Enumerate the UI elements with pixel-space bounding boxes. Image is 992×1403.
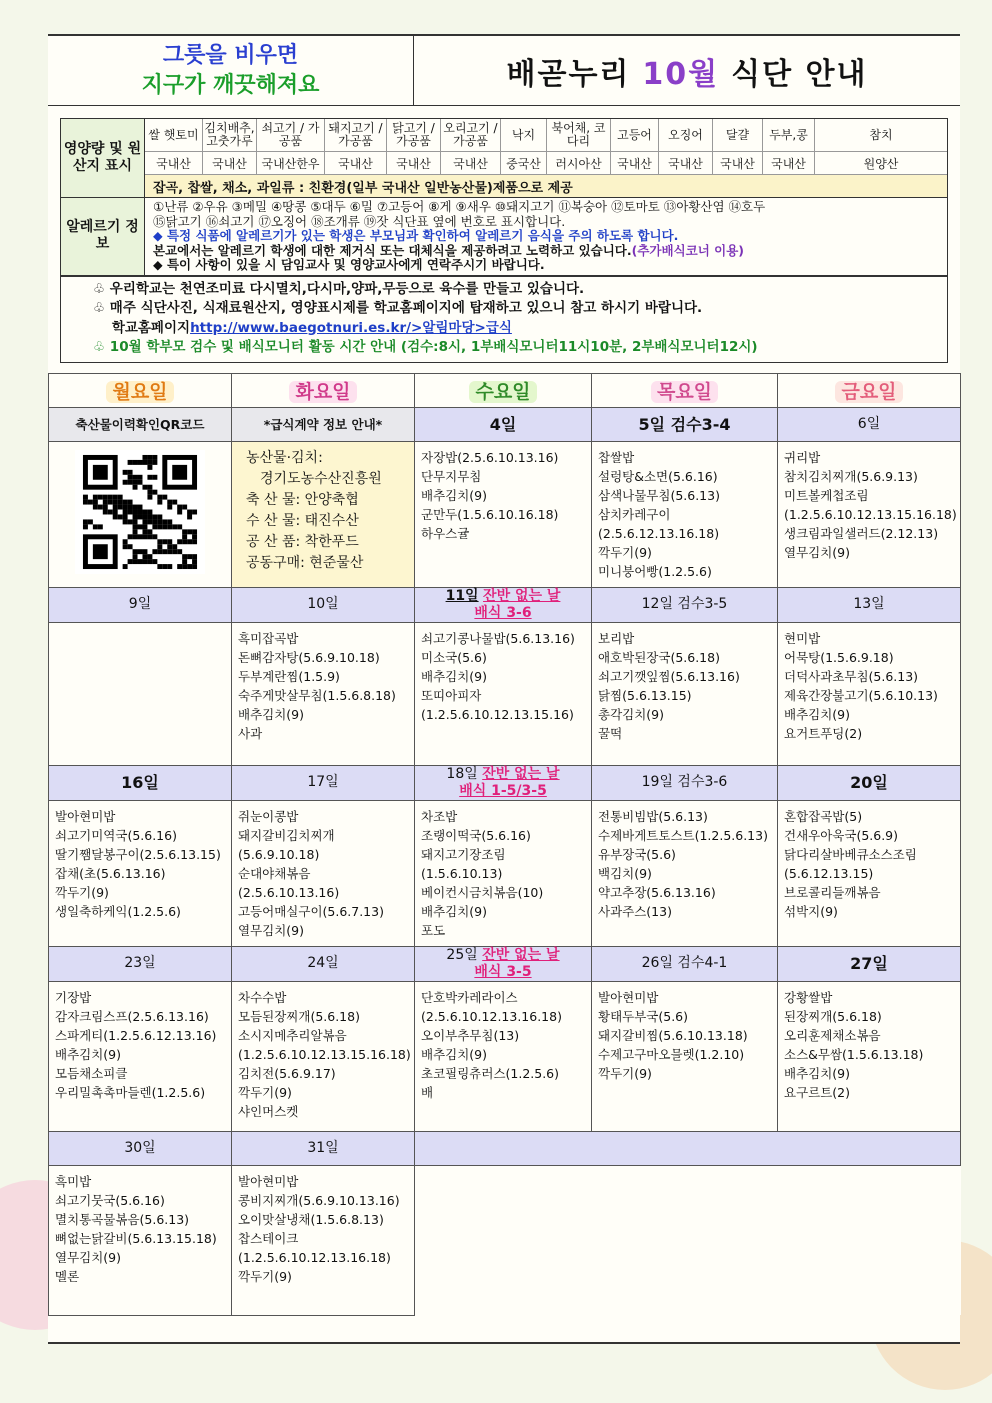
contract-info: 농산물·김치: 경기도농수산진흥원 축 산 물: 안양축협 수 산 물: 태진수산 공 산 품: 착한푸드 공동구매: 현준물산	[232, 441, 415, 587]
origin-place: 국내산	[611, 152, 658, 175]
notice-broth: ♧ 우리학교는 천연조미료 다시멸치,다시마,양파,무등으로 육수를 만들고 있습니다.	[93, 280, 585, 297]
menu-item: 열무김치(9)	[238, 922, 305, 938]
date-header: 12일 검수3-5	[592, 587, 778, 622]
homepage-link[interactable]: http://www.baegotnuri.es.kr/>알림마당>급식	[190, 319, 512, 336]
origin-column	[815, 119, 947, 175]
menu-cell	[778, 800, 961, 946]
menu-item: 제육간장불고기(5.6.10.13)	[784, 687, 938, 703]
menu-sheet	[48, 34, 960, 1344]
menu-item: 된장찌개(5.6.18)	[784, 1008, 882, 1024]
empty-header	[415, 1131, 961, 1165]
origin-row	[61, 119, 947, 198]
allergy-list-1: ①난류 ②우유 ③메밀 ④땅콩 ⑤대두 ⑥밀 ⑦고등어 ⑧게 ⑨새우 ⑩돼지고기 ⑪복숭아 ⑫토마토 ⑬아황산염 ⑭호두	[153, 199, 766, 214]
allergy-info	[145, 198, 947, 275]
menu-item: 깍두기(9)	[598, 1065, 652, 1081]
menu-item: 찹쌀밥	[598, 449, 635, 465]
menu-item: 애호박된장국(5.6.18)	[598, 649, 720, 665]
menu-item: 단무지무침	[421, 468, 482, 484]
menu-item: 깍두기(9)	[598, 544, 652, 560]
menu-item: 딸기쨈달봉구이(2.5.6.13.15)	[55, 846, 221, 862]
menu-item: 오이부추무침(13)	[421, 1027, 520, 1043]
menu-item: 어묵탕(1.5.6.9.18)	[784, 649, 894, 665]
slogan-line-2: 지구가 깨끗해져요	[141, 72, 320, 98]
origin-food: 고등어	[611, 119, 658, 152]
menu-item: 사과	[238, 725, 263, 741]
menu-item: 돼지갈비김치찌개	[238, 827, 335, 843]
title-school: 배곧누리	[506, 56, 631, 92]
origin-food: 쌀 햇토미	[145, 119, 202, 152]
menu-cell	[232, 981, 415, 1131]
menu-item: 참치김치찌개(5.6.9.13)	[784, 468, 918, 484]
menu-item: (5.6.12.13.15)	[784, 865, 874, 881]
menu-item: 멸치통곡물볶음(5.6.13)	[55, 1211, 190, 1227]
menu-item: 강황쌀밥	[784, 989, 833, 1005]
origin-place: 국내산	[387, 152, 440, 175]
menu-item: 순대야채볶음(2.5.6.10.13.16)	[238, 865, 340, 900]
menu-item: 배추김치(9)	[421, 487, 488, 503]
menu-item: 소스&무쌈(1.5.6.13.18)	[784, 1046, 924, 1062]
menu-item: 콩비지찌개(5.6.9.10.13.16)	[238, 1192, 400, 1208]
menu-item: 하우스귤	[421, 525, 470, 541]
menu-item: 귀리밥	[784, 449, 821, 465]
menu-cell	[49, 800, 232, 946]
day-monday: 월요일	[49, 373, 232, 407]
menu-item: 자장밥(2.5.6.10.13.16)	[421, 449, 559, 465]
date-header: 13일	[778, 587, 961, 622]
origin-column	[713, 119, 763, 175]
origin-column	[145, 119, 203, 175]
menu-item: 뼈없는닭갈비(5.6.13.15.18)	[55, 1230, 217, 1246]
menu-item: 배추김치(9)	[55, 1046, 122, 1062]
menu-item: 흑미밥	[55, 1173, 92, 1189]
menu-item: 돼지갈비찜(5.6.10.13.18)	[598, 1027, 748, 1043]
menu-cell	[415, 441, 592, 587]
menu-item: 닭찜(5.6.13.15)	[598, 687, 692, 703]
menu-item: 돼지고기장조림(1.5.6.10.13)	[421, 846, 506, 881]
notices	[61, 276, 947, 362]
menu-item: 멜론	[55, 1268, 80, 1284]
origin-column	[763, 119, 815, 175]
menu-item: 현미밥	[784, 630, 821, 646]
menu-item: 요거트푸딩(2)	[784, 725, 863, 741]
menu-cell	[415, 800, 592, 946]
menu-item: 쇠고기콩나물밥(5.6.13.16)	[421, 630, 575, 646]
menu-cell	[232, 800, 415, 946]
origin-note: 잡곡, 찹쌀, 채소, 과일류 : 친환경(일부 국내산 일반농산물)제품으로 제공	[145, 175, 947, 197]
origin-food: 북어채, 코다리	[547, 119, 610, 152]
menu-item: 깍두기(9)	[238, 1084, 292, 1100]
menu-item: 열무김치(9)	[784, 544, 851, 560]
menu-cell	[49, 1165, 232, 1315]
menu-item: 미트볼케첩조림	[784, 487, 869, 503]
origin-column	[659, 119, 713, 175]
menu-item: 사과주스(13)	[598, 903, 672, 919]
origin-place: 중국산	[501, 152, 546, 175]
menu-cell	[778, 441, 961, 587]
menu-item: 모듬된장찌개(5.6.18)	[238, 1008, 360, 1024]
date-header: 20일	[778, 765, 961, 800]
slogan-line-1: 그릇을 비우면	[162, 42, 299, 68]
menu-item: 배추김치(9)	[784, 706, 851, 722]
origin-column	[387, 119, 441, 175]
origin-food: 오징어	[659, 119, 712, 152]
date-header: 24일	[232, 946, 415, 981]
origin-food: 참치	[815, 119, 947, 152]
menu-cell	[49, 981, 232, 1131]
date-header: 23일	[49, 946, 232, 981]
notice-homepage: ♧ 매주 식단사진, 식재료원산지, 영양표시제를 학교홈페이지에 탑재하고 있으니 참고 하시기 바랍니다.	[93, 300, 703, 316]
menu-item: 배	[421, 1084, 434, 1100]
menu-item: 소시지메추리알볶음	[238, 1027, 347, 1043]
menu-item: 배추김치(9)	[238, 706, 305, 722]
menu-item: 포도	[421, 922, 446, 938]
empty-cell	[415, 1165, 961, 1315]
menu-item: 설렁탕&소면(5.6.16)	[598, 468, 718, 484]
date-header: 17일	[232, 765, 415, 800]
info-box	[60, 118, 948, 363]
menu-item: 배추김치(9)	[421, 903, 488, 919]
menu-item: 발아현미밥	[598, 989, 659, 1005]
menu-cell	[49, 622, 232, 765]
date-header: 27일	[778, 946, 961, 981]
date-header: 25일 잔반 없는 날 배식 3-5	[415, 946, 592, 981]
menu-item: 쇠고기미역국(5.6.16)	[55, 827, 177, 843]
notice-monitor: ♧ 10월 학부모 검수 및 배식모니터 활동 시간 안내 (검수:8시, 1부배식모니터11시10분, 2부배식모니터12시)	[93, 339, 758, 355]
menu-item: 찹스테이크	[238, 1230, 299, 1246]
menu-item: 감자크림스프(2.5.6.13.16)	[55, 1008, 209, 1024]
menu-item: 더덕사과초무침(5.6.13)	[784, 668, 919, 684]
allergy-contact: ◆ 특이 사항이 있을 시 담임교사 및 영양교사에게 연락주시기 바랍니다.	[153, 257, 545, 272]
menu-item: (1.2.5.6.10.12.13.16.18)	[238, 1249, 391, 1265]
menu-item: 돈뼈감자탕(5.6.9.10.18)	[238, 649, 380, 665]
qr-header: 축산물이력확인QR코드	[49, 407, 232, 441]
origin-place: 국내산	[325, 152, 386, 175]
origin-grid	[145, 119, 947, 175]
origin-label: 영양량 및 원산지 표시	[61, 119, 145, 197]
menu-item: 군만두(1.5.6.10.16.18)	[421, 506, 559, 522]
notice-link-line: 학교홈페이지http://www.baegotnuri.es.kr/>알림마당>급식	[111, 319, 512, 336]
origin-place: 국내산한우	[257, 152, 324, 175]
menu-cell	[592, 800, 778, 946]
menu-item: 베이컨시금치볶음(10)	[421, 884, 544, 900]
menu-item: (2.5.6.12.13.16.18)	[598, 525, 720, 541]
menu-item: 숙주게맛살무침(1.5.6.8.18)	[238, 687, 396, 703]
menu-cell	[415, 981, 592, 1131]
origin-column	[325, 119, 387, 175]
origin-food: 쇠고기 / 가공품	[257, 119, 324, 152]
menu-item: 수제고구마오믈렛(1.2.10)	[598, 1046, 745, 1062]
date-header: 5일 검수3-4	[592, 407, 778, 441]
menu-item: 백김치(9)	[598, 865, 652, 881]
origin-column	[611, 119, 659, 175]
menu-item: 발아현미밥	[55, 808, 116, 824]
day-friday: 금요일	[778, 373, 961, 407]
menu-item: 배추김치(9)	[421, 1046, 488, 1062]
menu-item: 황태두부국(5.6)	[598, 1008, 689, 1024]
menu-item: 쇠고기깻잎찜(5.6.13.16)	[598, 668, 740, 684]
menu-item: 잡채(초(5.6.13.16)	[55, 865, 166, 881]
allergy-list-2: ⑮닭고기 ⑯쇠고기 ⑰오징어 ⑱조개류 ⑲잣 식단표 옆에 번호로 표시합니다.	[153, 213, 566, 229]
menu-item: 삼치카레구이	[598, 506, 671, 522]
menu-item: (2.5.6.10.12.13.16.18)	[421, 1008, 562, 1024]
menu-item: 고등어매실구이(5.6.7.13)	[238, 903, 384, 919]
menu-item: 수제바게트토스트(1.2.5.6.13)	[598, 827, 768, 843]
title-text: 식단 안내	[731, 56, 868, 92]
menu-item: 약고추장(5.6.13.16)	[598, 884, 716, 900]
date-header: 31일	[232, 1131, 415, 1165]
menu-item: 배추김치(9)	[421, 668, 488, 684]
menu-item: 전통비빔밥(5.6.13)	[598, 808, 708, 824]
origin-food: 두부,콩	[763, 119, 814, 152]
menu-item: 차조밥	[421, 808, 458, 824]
menu-item: 총각김치(9)	[598, 706, 665, 722]
qr-cell	[49, 441, 232, 587]
menu-item: 꿀떡	[598, 725, 623, 741]
menu-cell	[592, 441, 778, 587]
menu-item: 조랭이떡국(5.6.16)	[421, 827, 531, 843]
date-header: 6일	[778, 407, 961, 441]
menu-item: 깍두기(9)	[238, 1268, 292, 1284]
menu-item: 닭다리살바베큐소스조림	[784, 846, 917, 862]
qr-code-icon[interactable]	[75, 450, 205, 574]
date-header: 30일	[49, 1131, 232, 1165]
menu-item: 쇠고기뭇국(5.6.16)	[55, 1192, 165, 1208]
menu-cell	[232, 1165, 415, 1315]
menu-item: 깍두기(9)	[55, 884, 109, 900]
menu-item: 김치전(5.6.9.17)	[238, 1065, 336, 1081]
day-thursday: 목요일	[592, 373, 778, 407]
menu-item: 요구르트(2)	[784, 1084, 851, 1100]
origin-column	[501, 119, 547, 175]
menu-item: 스파게티(1.2.5.6.12.13.16)	[55, 1027, 217, 1043]
menu-item: 생크림과일샐러드(2.12.13)	[784, 525, 939, 541]
menu-item: 단호박카레라이스	[421, 989, 518, 1005]
menu-item: 미니붕어빵(1.2.5.6)	[598, 563, 712, 579]
date-header: 26일 검수4-1	[592, 946, 778, 981]
allergy-policy: 본교에서는 알레르기 학생에 대한 제거식 또는 대체식을 제공하려고 노력하고 있습니다.(추가배식코너 이용)	[153, 242, 745, 258]
contract-header: *급식계약 정보 안내*	[232, 407, 415, 441]
menu-item: 우리밀촉촉마들렌(1.2.5.6)	[55, 1084, 206, 1100]
title-month: 10월	[642, 56, 720, 92]
origin-place: 국내산	[763, 152, 814, 175]
menu-item: 또띠아피자	[421, 687, 482, 703]
menu-item: (1.2.5.6.10.12.13.15.16.18)	[238, 1046, 411, 1062]
menu-item: 브로콜리들깨볶음	[784, 884, 881, 900]
date-header: 16일	[49, 765, 232, 800]
menu-item: 샤인머스켓	[238, 1103, 299, 1119]
menu-item: 섞박지(9)	[784, 903, 838, 919]
origin-place: 원양산	[815, 152, 947, 175]
date-header: 18일 잔반 없는 날 배식 1-5/3-5	[415, 765, 592, 800]
day-tuesday: 화요일	[232, 373, 415, 407]
page-title	[414, 36, 960, 105]
menu-cell	[778, 981, 961, 1131]
origin-place: 러시아산	[547, 152, 610, 175]
menu-item: (1.2.5.6.10.12.13.15.16)	[421, 706, 574, 722]
origin-food: 김치배추, 고춧가루	[203, 119, 256, 152]
menu-item: 열무김치(9)	[55, 1249, 122, 1265]
origin-place: 국내산	[713, 152, 762, 175]
origin-food: 달걀	[713, 119, 762, 152]
origin-column	[547, 119, 611, 175]
menu-item: 발아현미밥	[238, 1173, 299, 1189]
origin-place: 국내산	[145, 152, 202, 175]
origin-column	[441, 119, 501, 175]
origin-place: 국내산	[659, 152, 712, 175]
origin-food: 닭고기 / 가공품	[387, 119, 440, 152]
menu-item: 미소국(5.6)	[421, 649, 487, 665]
menu-cell	[232, 622, 415, 765]
menu-item: 오이맛살냉채(1.5.6.8.13)	[238, 1211, 384, 1227]
allergy-warning: ◆ 특정 식품에 알레르기가 있는 학생은 부모님과 확인하여 알레르기 음식을 주의 하도록 합니다.	[153, 228, 679, 243]
menu-cell	[778, 622, 961, 765]
menu-item: (5.6.9.10.18)	[238, 846, 320, 862]
menu-item: 초코필링츄러스(1.2.5.6)	[421, 1065, 560, 1081]
menu-item: 오리훈제채소볶음	[784, 1027, 881, 1043]
allergy-row	[61, 198, 947, 276]
menu-item: (1.2.5.6.10.12.13.15.16.18)	[784, 506, 957, 522]
menu-item: 건새우아욱국(5.6.9)	[784, 827, 899, 843]
menu-item: 두부계란찜(1.5.9)	[238, 668, 340, 684]
menu-item: 쥐눈이콩밥	[238, 808, 299, 824]
menu-item: 삼색나물무침(5.6.13)	[598, 487, 720, 503]
menu-item: 배추김치(9)	[784, 1065, 851, 1081]
header	[48, 36, 960, 106]
menu-item: 차수수밥	[238, 989, 287, 1005]
origin-column	[257, 119, 325, 175]
origin-food: 오리고기 / 가공품	[441, 119, 500, 152]
origin-place: 국내산	[203, 152, 256, 175]
date-header: 11일 잔반 없는 날 배식 3-6	[415, 587, 592, 622]
menu-item: 모듬채소피클	[55, 1065, 128, 1081]
menu-item: 기장밥	[55, 989, 92, 1005]
date-header: 9일	[49, 587, 232, 622]
date-header: 4일	[415, 407, 592, 441]
origin-column	[203, 119, 257, 175]
date-header: 10일	[232, 587, 415, 622]
menu-cell	[592, 981, 778, 1131]
slogan	[48, 36, 414, 105]
menu-cell	[415, 622, 592, 765]
date-header: 19일 검수3-6	[592, 765, 778, 800]
menu-item: 유부장국(5.6)	[598, 846, 676, 862]
day-wednesday: 수요일	[415, 373, 592, 407]
menu-cell	[592, 622, 778, 765]
menu-item: 보리밥	[598, 630, 635, 646]
origin-food: 돼지고기 / 가공품	[325, 119, 386, 152]
menu-item: 생일축하케익(1.2.5.6)	[55, 903, 181, 919]
menu-item: 흑미잡곡밥	[238, 630, 299, 646]
allergy-label: 알레르기 정보	[61, 198, 145, 275]
menu-calendar	[48, 373, 961, 1316]
menu-item: 혼합잡곡밥(5)	[784, 808, 863, 824]
origin-food: 낙지	[501, 119, 546, 152]
origin-place: 국내산	[441, 152, 500, 175]
